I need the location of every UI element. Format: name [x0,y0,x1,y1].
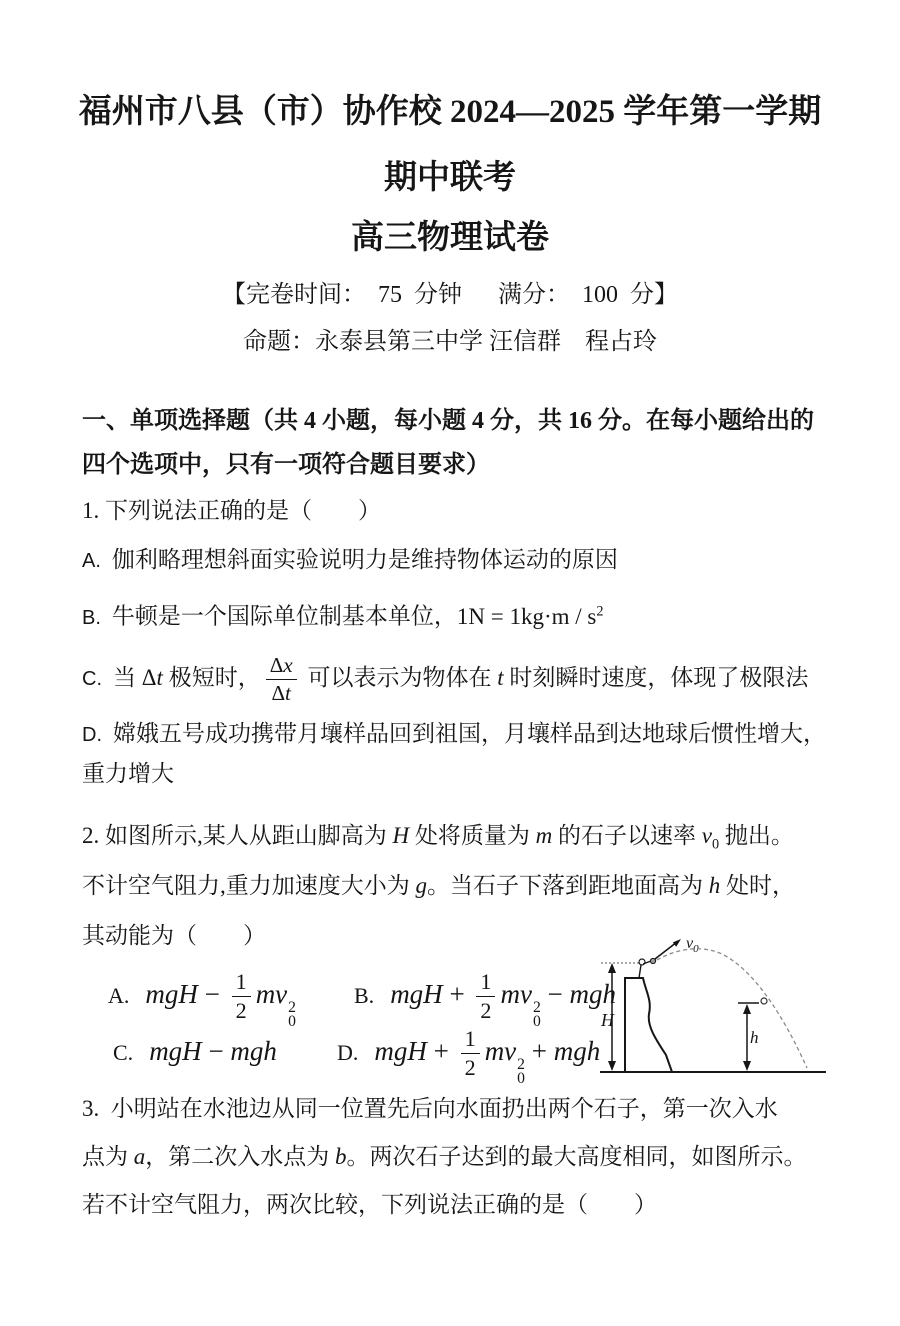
exam-title-line2: 期中联考 [384,160,516,196]
q1-option-a-text: 伽利略理想斜面实验说明力是维持物体运动的原因 [111,547,618,572]
q2-stem-line2: 不计空气阻力,重力加速度大小为 g。当石子下落到距地面高为 h 处时， [82,873,795,898]
q1-option-d [82,717,826,752]
section1-heading-line1: 一、单项选择题（共 4 小题，每小题 4 分，共 16 分。在每小题给出的 [82,408,814,434]
H-arrowhead-top [608,963,616,973]
exam-title-line1: 福州市八县（市）协作校 2024—2025 学年第一学期 [78,94,822,130]
q1-option-b [82,594,604,635]
q2-option-b-formula: mgH + $\frac{1}{2}$ mv 2 0 − mgh [390,969,617,1031]
q1-option-b-label: B. [82,606,101,629]
q2-option-b-label: B. [354,983,375,1008]
q1-option-c [82,650,808,707]
h-label: h [750,1028,759,1047]
q1-option-d-text: 嫦娥五号成功携带月壤样品回到祖国，月壤样品到达地球后惯性增大， [113,721,826,746]
q1-option-a-label: A. [82,550,101,572]
q2-option-d-formula: mgH + $\frac{1}{2}$ mv 2 0 + mgh [374,1026,601,1088]
q2-option-c-formula: mgH − mgh [149,1036,277,1066]
q2-stem-line3: 其动能为（ ） [82,923,266,948]
h-arrowhead-bottom [743,1061,751,1071]
trajectory-path [657,949,807,1068]
q2-stem-line1: 2. 如图所示,某人从距山脚高为 H 处将质量为 m 的石子以速率 $v_0$ 抛出。 [82,823,794,853]
trajectory-point [761,998,767,1004]
v0-arrow-line [655,942,677,959]
H-arrowhead-bottom [608,1061,616,1071]
q2-option-c-label: C. [113,1040,134,1065]
q2-option-a [108,965,296,1030]
exam-authors: 命题：永泰县第三中学 汪信群 程占玲 [243,329,657,355]
q1-option-d-label: D. [82,724,102,746]
q2-option-d-label: D. [337,1040,359,1065]
q1-stem: 1. 下列说法正确的是（ ） [82,498,381,523]
cliff-path [625,978,672,1072]
q3-stem-line3: 若不计空气阻力，两次比较，下列说法正确的是（ ） [82,1192,657,1217]
v0-label: $v_0$ [686,935,699,955]
q1-option-d-line2: 重力增大 [82,761,174,786]
q3-stem-line2: 点为 a，第二次入水点为 b。两次石子达到的最大高度相同，如图所示。 [82,1144,807,1169]
q2-option-a-formula: mgH − $\frac{1}{2}$ mv 2 0 [145,969,296,1031]
H-label: H [601,1010,614,1030]
exam-title-line3: 高三物理试卷 [351,220,549,256]
section1-heading-line2: 四个选项中，只有一项符合题目要求） [82,452,490,478]
person-figure [639,959,651,978]
exam-info: 【完卷时间： 75 分钟 满分： 100 分】 [222,282,678,308]
q1-option-c-text: 当 Δt 极短时， $\frac{\Delta x}{\Delta t}$ 可以表示为物体在 t 时刻瞬时速度，体现了极限法 [113,653,809,706]
q1-option-b-text: 牛顿是一个国际单位制基本单位，$1N = 1kg\cdot m / s^2$ [111,603,604,629]
h-arrowhead-top [743,1004,751,1014]
q1-option-c-label: C. [82,668,102,690]
v0-arrowhead [673,939,681,947]
q2-option-a-label: A. [108,983,130,1008]
q2-option-b [354,965,616,1030]
q2-figure [600,926,832,1078]
q3-stem-line1: 3. 小明站在水池边从同一位置先后向水面扔出两个石子，第一次入水 [82,1096,778,1121]
q1-option-a [82,543,618,578]
q2-option-c [113,1022,277,1082]
q2-option-d [337,1022,600,1087]
stone-circle [650,958,655,963]
